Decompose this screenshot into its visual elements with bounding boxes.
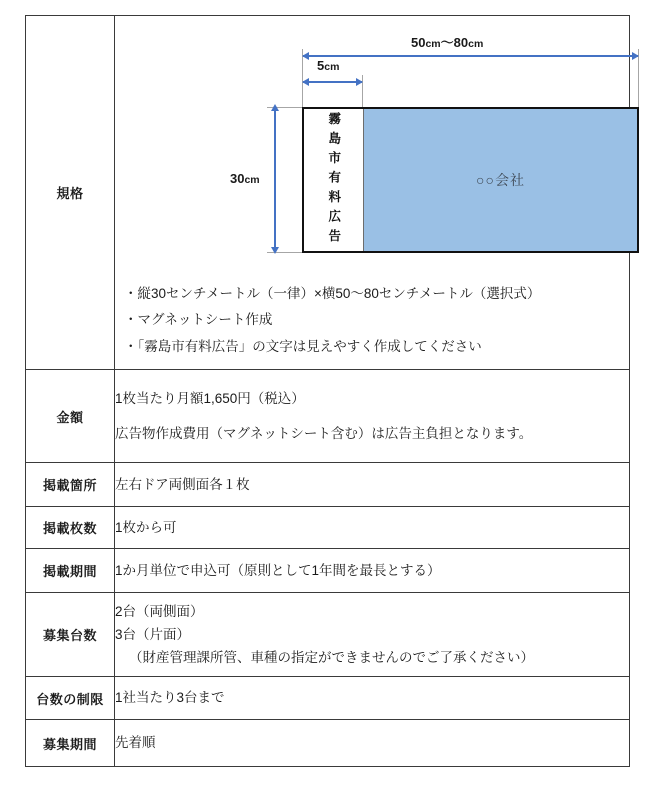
- banner-main-area: [364, 109, 637, 251]
- vehicle-count-both-sides: 2台（両側面）: [115, 603, 204, 619]
- row-label-quantity: 掲載枚数: [26, 507, 115, 549]
- spec-note-size: ・縦30センチメートル（一律）×横50〜80センチメートル（選択式）: [124, 286, 541, 302]
- strip-arrow-right: [356, 78, 363, 86]
- vehicle-count-note: （財産管理課所管、車種の指定ができませんのでご了承ください）: [129, 650, 534, 666]
- strip-dimension-label: 5cm: [317, 58, 340, 74]
- row-label-application-period: 募集期間: [26, 720, 115, 767]
- spec-notes-list: [115, 277, 629, 366]
- period-text: 1か月単位で申込可（原則として1年間を最長とする）: [115, 562, 441, 578]
- table-row: [26, 507, 630, 549]
- advertising-spec-table: [25, 15, 630, 767]
- height-dimension-label: 30cm: [230, 171, 260, 187]
- row-label-vehicle-count: 募集台数: [26, 593, 115, 677]
- width-arrow-left: [302, 52, 309, 60]
- vehicle-count-one-side: 3台（片面）: [115, 626, 191, 642]
- magnet-banner-preview: [302, 107, 639, 253]
- strip-dimension-line: [303, 81, 362, 83]
- price-production-cost-note: 広告物作成費用（マグネットシート含む）は広告主負担となります。: [115, 426, 533, 441]
- price-spacer: [115, 410, 629, 422]
- table-row: [26, 16, 630, 370]
- placement-text: 左右ドア両側面各１枚: [115, 476, 250, 492]
- price-monthly-amount: 1枚当たり月額1,650円（税込）: [115, 390, 305, 406]
- quantity-value-cell: [115, 507, 630, 549]
- application-period-value-cell: [115, 720, 630, 767]
- application-period-text: 先着順: [115, 735, 156, 751]
- vehicle-count-value-cell: [115, 593, 630, 677]
- price-value-cell: [115, 370, 630, 463]
- width-dimension-label: 50cm〜80cm: [411, 35, 484, 51]
- spec-note-legibility: ・「霧島市有料広告」の文字は見えやすく作成してください: [124, 338, 482, 354]
- height-arrow-down: [271, 247, 279, 254]
- table-row: [26, 370, 630, 463]
- table-row: [26, 720, 630, 767]
- vehicle-limit-text: 1社当たり3台まで: [115, 690, 225, 706]
- spec-note-material: ・マグネットシート作成: [124, 312, 273, 328]
- height-dimension-line: [274, 109, 276, 252]
- row-label-price: 金額: [26, 370, 115, 463]
- table-row: [26, 677, 630, 720]
- row-label-period: 掲載期間: [26, 549, 115, 593]
- banner-company-placeholder: ○○会社: [476, 172, 525, 189]
- vehicle-limit-value-cell: [115, 677, 630, 720]
- width-dimension-line: [303, 55, 638, 57]
- table-row: [26, 549, 630, 593]
- table-row: [26, 463, 630, 507]
- height-arrow-up: [271, 104, 279, 111]
- placement-value-cell: [115, 463, 630, 507]
- spec-value-cell: [115, 16, 630, 370]
- strip-arrow-left: [302, 78, 309, 86]
- quantity-text: 1枚から可: [115, 519, 177, 535]
- period-value-cell: [115, 549, 630, 593]
- table-row: [26, 593, 630, 677]
- banner-dimension-diagram: [115, 19, 632, 277]
- banner-vertical-strip: [304, 109, 364, 251]
- row-label-spec: 規格: [26, 16, 115, 370]
- row-label-vehicle-limit: 台数の制限: [26, 677, 115, 720]
- banner-strip-label: 霧島市有料広告: [326, 111, 341, 249]
- row-label-placement: 掲載箇所: [26, 463, 115, 507]
- width-arrow-right: [632, 52, 639, 60]
